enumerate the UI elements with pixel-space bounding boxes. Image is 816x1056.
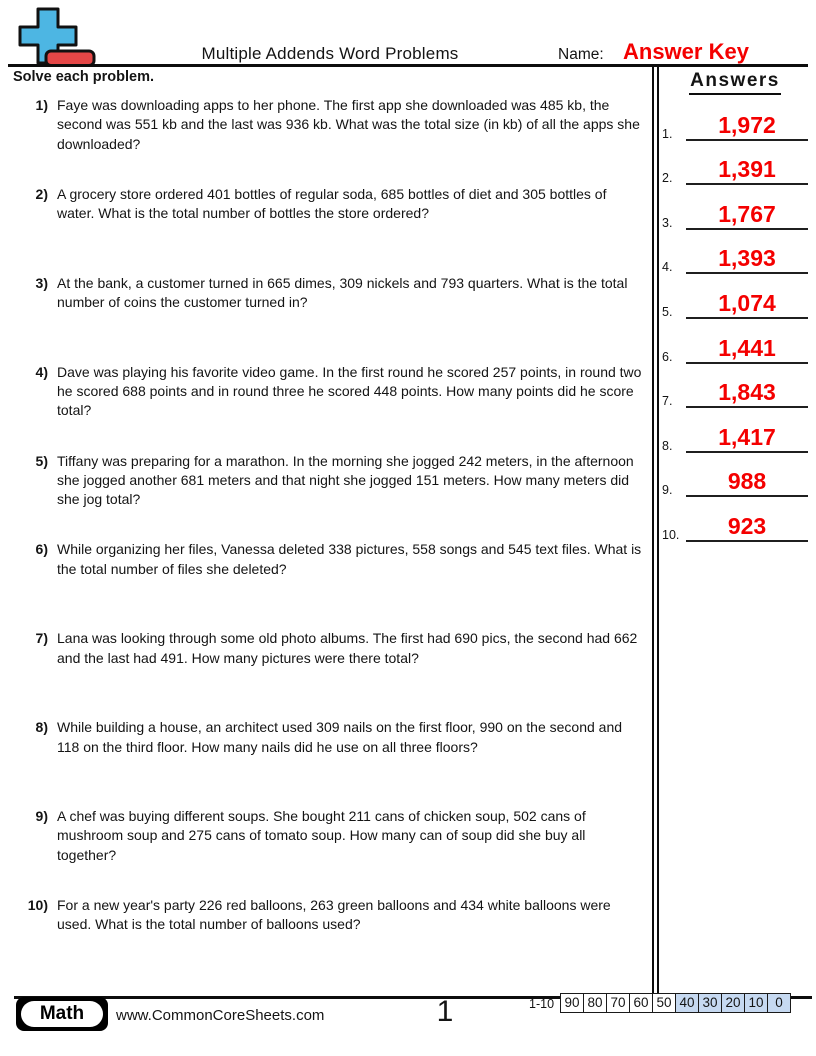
problem-number: 4) xyxy=(35,363,48,380)
answer-list xyxy=(662,96,808,542)
answer-line xyxy=(686,423,808,453)
problem-number: 8) xyxy=(35,719,48,736)
problem-number: 3) xyxy=(35,274,48,291)
problem-9 xyxy=(13,807,647,896)
math-subject-badge xyxy=(16,997,108,1031)
name-label: Name: xyxy=(558,46,604,63)
answer-row-10 xyxy=(662,497,808,542)
score-cell: 60 xyxy=(630,994,653,1013)
answer-number: 4. xyxy=(662,260,673,275)
problem-10 xyxy=(13,896,647,985)
answer-number: 10. xyxy=(662,527,680,542)
score-cell: 80 xyxy=(584,994,607,1013)
problem-text: Faye was downloading apps to her phone. The first app she downloaded was 485 kb, the second was 551 kb and the last was 936 kb. What was the total size (in kb) of all the apps she downloaded? xyxy=(57,97,640,152)
answer-value: 1,767 xyxy=(718,200,776,227)
answer-key-label: Answer Key xyxy=(623,39,749,64)
score-cell: 10 xyxy=(745,994,768,1013)
problem-7 xyxy=(13,629,647,718)
problem-text: While building a house, an architect used 309 nails on the first floor, 990 on the second and 118 on the third floor. How many nails did he use on all three floors? xyxy=(57,719,623,755)
problem-8 xyxy=(13,718,647,807)
problem-text: A grocery store ordered 401 bottles of regular soda, 685 bottles of diet and 305 bottles of water. What is the total number of bottles the store ordered? xyxy=(57,185,607,222)
answer-line xyxy=(686,334,808,364)
answer-row-2 xyxy=(662,141,808,186)
answer-value: 1,843 xyxy=(718,379,776,406)
score-cell: 90 xyxy=(561,994,584,1013)
answer-line xyxy=(686,247,808,274)
instructions-text: Solve each problem. xyxy=(13,69,155,85)
math-badge-label: Math xyxy=(21,1001,103,1027)
problem-number: 10) xyxy=(27,897,48,914)
problem-number: 5) xyxy=(35,452,48,469)
answer-row-9 xyxy=(662,453,808,498)
header-rule xyxy=(8,64,808,67)
answer-line xyxy=(686,381,808,408)
problem-2 xyxy=(13,185,647,274)
answer-number: 6. xyxy=(662,349,673,364)
answer-line xyxy=(686,470,808,497)
problem-text: Lana was looking through some old photo albums. The first had 690 pics, the second had 662 and the last had 491. How many pictures were there total? xyxy=(57,630,638,666)
problem-1 xyxy=(13,96,647,185)
answer-row-1 xyxy=(662,96,808,141)
page-number: 1 xyxy=(436,995,454,1028)
score-cell: 0 xyxy=(768,994,791,1013)
problem-list xyxy=(13,96,647,985)
score-range-label: 1-10 xyxy=(529,997,555,1011)
problem-text: While organizing her files, Vanessa deleted 338 pictures, 558 songs and 545 text files. What is the total number of files she deleted? xyxy=(57,541,642,577)
problem-text: A chef was buying different soups. She bought 211 cans of chicken soup, 502 cans of mushroom soup and 275 cans of tomato soup. How many can of soup did she buy all together? xyxy=(57,808,586,863)
answer-line xyxy=(686,158,808,185)
problem-3 xyxy=(13,274,647,363)
problem-number: 9) xyxy=(35,808,48,825)
answer-number: 2. xyxy=(662,171,673,186)
page-title: Multiple Addends Word Problems xyxy=(201,44,459,63)
answer-line xyxy=(686,289,808,319)
answer-number: 1. xyxy=(662,126,673,141)
plus-minus-logo-icon xyxy=(12,6,100,68)
answer-value: 1,391 xyxy=(718,156,776,183)
problem-4 xyxy=(13,363,647,452)
answer-row-6 xyxy=(662,319,808,364)
answer-value: 1,441 xyxy=(718,334,776,361)
website-url: www.CommonCoreSheets.com xyxy=(116,1007,325,1024)
answer-row-4 xyxy=(662,230,808,275)
answer-number: 7. xyxy=(662,394,673,409)
problem-number: 7) xyxy=(35,630,48,647)
answer-line xyxy=(686,512,808,542)
answer-number: 5. xyxy=(662,304,673,319)
answer-value: 1,393 xyxy=(718,245,776,272)
answer-number: 9. xyxy=(662,483,673,498)
answers-divider xyxy=(652,67,659,996)
problem-text: For a new year's party 226 red balloons, 263 green balloons and 434 white balloons were used. What is the total number of balloons used? xyxy=(57,897,611,933)
score-cell: 30 xyxy=(699,994,722,1013)
score-cell: 20 xyxy=(722,994,745,1013)
answers-header: Answers xyxy=(662,70,808,95)
answer-number: 3. xyxy=(662,215,673,230)
problem-number: 2) xyxy=(35,185,48,202)
answer-row-7 xyxy=(662,364,808,409)
answer-value: 1,417 xyxy=(718,423,776,450)
problem-number: 1) xyxy=(35,97,48,113)
score-table xyxy=(560,993,791,1013)
answer-row-3 xyxy=(662,185,808,230)
answer-row-8 xyxy=(662,408,808,453)
answer-value: 988 xyxy=(727,468,767,495)
answer-line xyxy=(686,111,808,141)
problem-6 xyxy=(13,540,647,629)
problem-text: Tiffany was preparing for a marathon. In the morning she jogged 242 meters, in the afternoon she jogged another 681 meters and that night she jogged 151 meters. How many meters did she jog total? xyxy=(57,452,634,508)
score-cell: 70 xyxy=(607,994,630,1013)
answer-number: 8. xyxy=(662,438,673,453)
problem-text: At the bank, a customer turned in 665 dimes, 309 nickels and 793 quarters. What is the total number of coins the customer turned in? xyxy=(57,274,628,311)
answer-row-5 xyxy=(662,274,808,319)
score-cell: 50 xyxy=(653,994,676,1013)
answer-line xyxy=(686,200,808,230)
score-cell: 40 xyxy=(676,994,699,1013)
answer-value: 1,972 xyxy=(718,111,776,138)
answer-value: 1,074 xyxy=(718,289,776,316)
problem-5 xyxy=(13,452,647,541)
problem-number: 6) xyxy=(35,541,48,558)
answer-value: 923 xyxy=(727,512,767,539)
problem-text: Dave was playing his favorite video game. In the first round he scored 257 points, in round two he scored 688 points and in round three he scored 448 points. How many points did he score total? xyxy=(57,363,642,419)
answers-column xyxy=(662,70,808,542)
